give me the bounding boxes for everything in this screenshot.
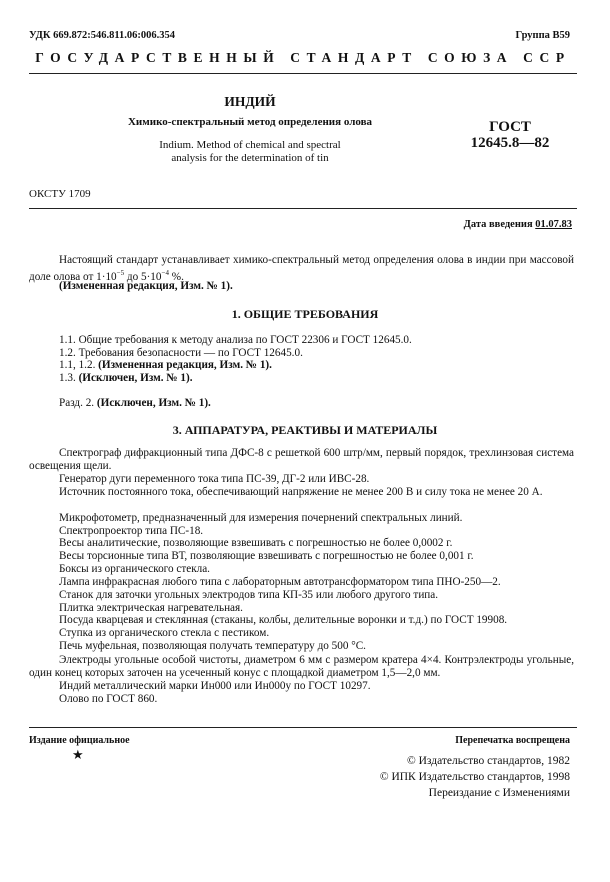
list-item: 1.2. Требования безопасности — по ГОСТ 12645.0. (59, 347, 303, 359)
list-item: Плитка электрическая нагревательная. (59, 602, 243, 614)
exponent-1: −5 (116, 268, 125, 277)
standard-org-title: ГОСУДАРСТВЕННЫЙ СТАНДАРТ СОЮЗА ССР (35, 50, 571, 65)
list-item: Весы аналитические, позволяющие взвешивать с погрешностью не более 0,0002 г. (59, 537, 453, 549)
introduction-date (464, 219, 572, 230)
list-item: Ступка из органического стекла с пестиком. (59, 627, 270, 639)
english-title-line1: Indium. Method of chemical and spectral (159, 139, 341, 151)
gost-number: 12645.8—82 (470, 135, 550, 151)
header-divider (29, 73, 577, 74)
list-item: Микрофотометр, предназначенный для измерения почернений спектральных линий. (59, 512, 463, 524)
english-title-line2: analysis for the determination of tin (171, 152, 329, 164)
list-item: Олово по ГОСТ 860. (59, 693, 158, 705)
list-item: Источник постоянного тока, обеспечивающий напряжение не менее 200 В и силу тока не менее 20 А. (59, 486, 543, 498)
list-item: Индий металлический марки Ин000 или Ин000у по ГОСТ 10297. (59, 680, 371, 692)
official-edition-label: Издание официальное (29, 735, 130, 746)
list-item: Весы торсионные типа ВТ, позволяющие взвешивать с погрешностью не более 0,001 г. (59, 550, 474, 562)
okstu-divider (29, 208, 577, 209)
list-item: Печь муфельная, позволяющая получать температуру до 500 °С. (59, 640, 366, 652)
star-icon: ★ (72, 747, 84, 762)
reprint-prohibited-label: Перепечатка воспрещена (455, 735, 570, 746)
okstu-code: ОКСТУ 1709 (29, 188, 91, 200)
group-code: Группа В59 (515, 30, 570, 41)
footer-divider (29, 727, 577, 728)
gost-label: ГОСТ (489, 119, 531, 135)
exponent-2: −4 (161, 268, 169, 277)
intro-paragraph: Настоящий стандарт устанавливает химико-спектральный метод определения олова в индии при массовой доле олова от $1\cdot 10^{-5}$ до $5\cdot 10^{-4}$ %. (29, 254, 574, 283)
list-item: Спектрограф дифракционный типа ДФС-8 с решеткой 600 штр/мм, первый порядок, трехлинзовая система освещения щели. (29, 447, 574, 472)
list-item: 1.1, 1.2. (Измененная редакция, Изм. № 1). (59, 359, 272, 371)
list-item: 1.1. Общие требования к методу анализа по ГОСТ 22306 и ГОСТ 12645.0. (59, 334, 412, 346)
section-2-note: Разд. 2. (Исключен, Изм. № 1). (59, 397, 211, 409)
copyright-1998: © ИПК Издательство стандартов, 1998 (379, 771, 570, 783)
list-item: Станок для заточки угольных электродов типа КП-35 или любого другого типа. (59, 589, 439, 601)
list-item: Посуда кварцевая и стеклянная (стаканы, колбы, делительные воронки и т.д.) по ГОСТ 19908. (59, 614, 508, 626)
introduction-date-label: Дата введения (463, 219, 533, 230)
list-item: Электроды угольные особой чистоты, диаметром 6 мм с размером кратера 4×4. Контрэлектроды угольные, один конец которых заточен на усеченный конус с площадкой диаметром 1,5—2,0 мм. (29, 654, 574, 679)
udk-code: УДК 669.872:546.811.06:006.354 (29, 30, 176, 41)
list-item: 1.3. (Исключен, Изм. № 1). (59, 372, 193, 384)
document-title: ИНДИЙ (224, 94, 276, 109)
list-item: Спектропроектор типа ПС-18. (59, 525, 204, 537)
document-subtitle: Химико-спектральный метод определения олова (127, 116, 373, 128)
list-item: Генератор дуги переменного тока типа ПС-39, ДГ-2 или ИВС-28. (59, 473, 370, 485)
introduction-date-value: 01.07.83 (535, 219, 572, 230)
section-1-title: 1. ОБЩИЕ ТРЕБОВАНИЯ (231, 307, 379, 321)
reissue-note: Переиздание с Изменениями (428, 787, 570, 799)
list-item: Лампа инфракрасная любого типа с лабораторным автотрансформатором типа ПНО-250—2. (59, 576, 501, 588)
copyright-1982: © Издательство стандартов, 1982 (406, 755, 570, 767)
section-3-title: 3. АППАРАТУРА, РЕАКТИВЫ И МАТЕРИАЛЫ (172, 423, 438, 437)
intro-edit-note: (Измененная редакция, Изм. № 1). (59, 280, 233, 292)
list-item: Боксы из органического стекла. (59, 563, 210, 575)
